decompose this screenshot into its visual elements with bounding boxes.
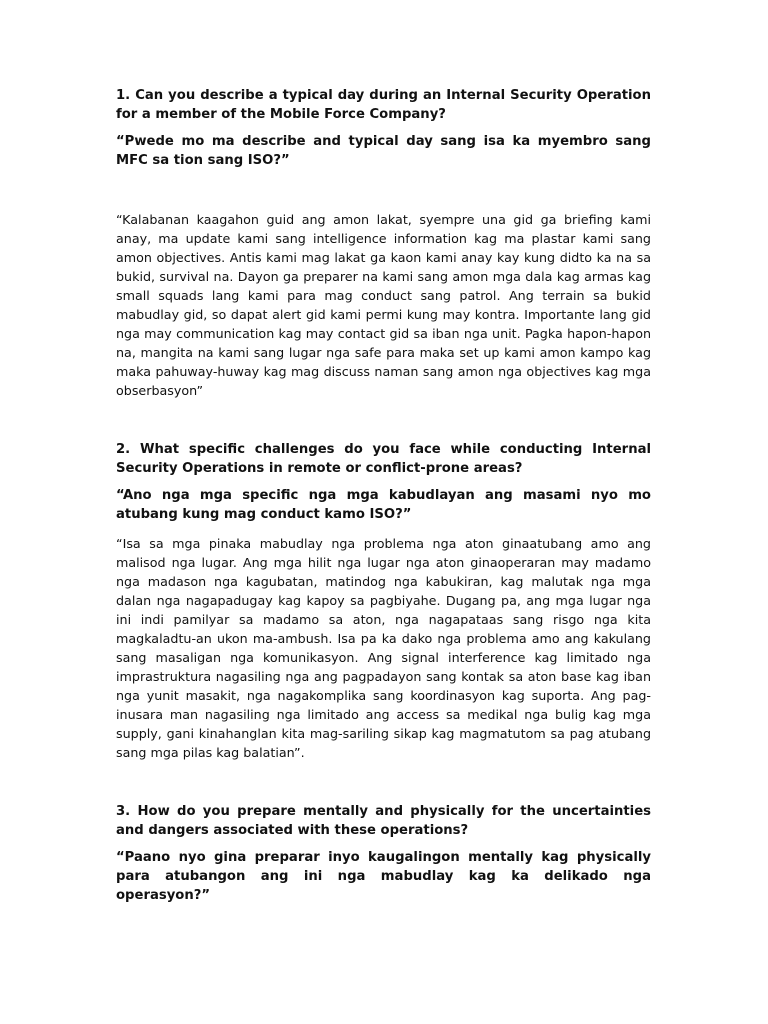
question-3: 3. How do you prepare mentally and physically for the uncertainties and dangers associated with these operations? — [116, 804, 651, 838]
question-3-translation: “Paano nyo gina preparar inyo kaugalingon mentally kag physically para atubangon ang ini nga mabudlay kag ka delikado nga operasyon?” — [116, 850, 651, 903]
question-2: 2. What specific challenges do you face while conducting Internal Security Operations in remote or conflict-prone areas? — [116, 442, 651, 476]
question-1: 1. Can you describe a typical day during an Internal Security Operation for a member of the Mobile Force Company? — [116, 88, 651, 122]
answer-2: “Isa sa mga pinaka mabudlay nga problema nga aton ginaatubang amo ang malisod nga lugar. Ang mga hilit nga lugar nga aton ginaoperaran may madamo nga madason nga kagubatan, matindog nga kabukiran, kag malutak nga mga dalan nga nagapadugay kag kapoy sa pagbiyahe. Dugang pa, ang mga lugar nga ini indi pamilyar sa madamo sa aton, nga nagapataas sang risgo nga kita magkaladtu-an ukon ma-ambush. Isa pa ka dako nga problema amo ang kakulang sang masaligan nga komunikasyon. Ang signal interference kag limitado nga imprastruktura nagasiling nga ang pagpadayon sang kontak sa aton base kag iban nga yunit masakit, nga nagakomplika sang koordinasyon kag suporta. Ang pag-inusara man nagasiling nga limitado ang access sa medikal nga bulig kag mga supply, gani kinahanglan kita mag-sariling sikap kag magmatutom sa pag atubang sang mga pilas kag balatian”. — [116, 536, 651, 760]
document-page — [116, 86, 651, 905]
question-2-translation: “Ano nga mga specific nga mga kabudlayan ang masami nyo mo atubang kung mag conduct kamo ISO?” — [116, 488, 651, 522]
question-1-translation: “Pwede mo ma describe and typical day sang isa ka myembro sang MFC sa tion sang ISO?” — [116, 134, 651, 168]
answer-1: “Kalabanan kaagahon guid ang amon lakat, syempre una gid ga briefing kami anay, ma update kami sang intelligence information kag ma plastar kami sang amon objectives. Antis kami mag lakat ga kaon kami anay kay kung didto ka na sa bukid, survival na. Dayon ga preparer na kami sang amon mga dala kag armas kag small squads lang kami para mag conduct sang patrol. Ang terrain sa bukid mabudlay gid, so dapat alert gid kami permi kung may kontra. Importante lang gid nga may communication kag may contact gid sa iban nga unit. Pagka hapon-hapon na, mangita na kami sang lugar nga safe para maka set up kami amon kampo kag maka pahuway-huway kag mag discuss naman sang amon nga objectives kag mga obserbasyon” — [116, 212, 651, 398]
